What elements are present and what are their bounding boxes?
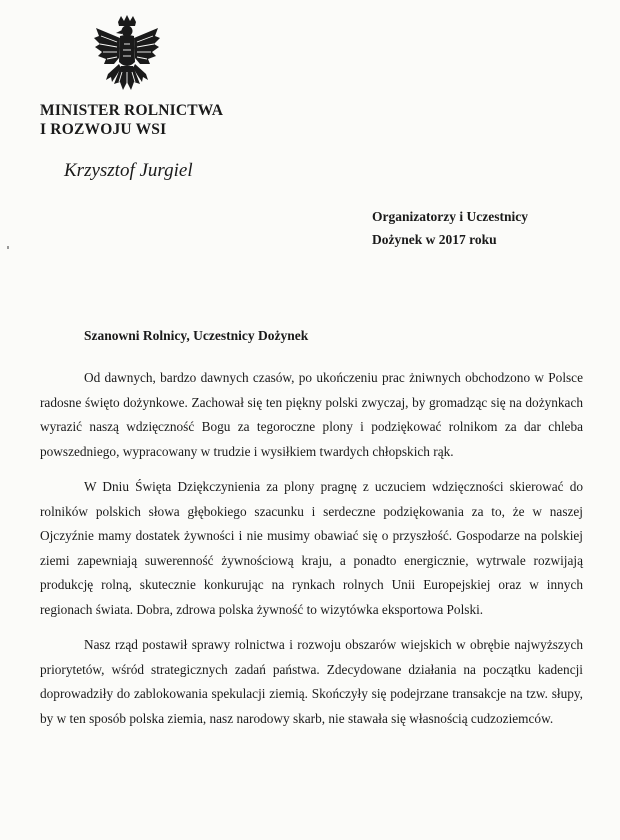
recipient-line-1: Organizatorzy i Uczestnicy: [372, 209, 528, 224]
paragraph-2: W Dniu Święta Dziękczynienia za plony pragnę z uczuciem wdzięczności skierować do rolników polskich słowa głębokiego szacunku i serdeczne podziękowania za to, że w naszej Ojczyźnie mamy dostatek żywności i nie musimy obawiać się o przyszłość. Gospodarze na polskiej ziemi zapewniają suwerenność żywnościową kraju, a ponadto energicznie, wytrwale rozwijają produkcję rolną, skutecznie konkurując na rynkach rolnych Unii Europejskiej oraz w innych regionach świata. Dobra, zdrowa polska żywność to wizytówka eksportowa Polski.: [40, 479, 583, 617]
recipient-line-2: Dożynek w 2017 roku: [372, 232, 497, 247]
minister-name: Krzysztof Jurgiel: [64, 160, 193, 181]
ministry-heading: [40, 101, 223, 139]
polish-eagle-emblem-icon: [92, 14, 162, 98]
paragraph-1: Od dawnych, bardzo dawnych czasów, po ukończeniu prac żniwnych obchodzono w Polsce radosne święto dożynkowe. Zachował się ten piękny polski zwyczaj, by gromadząc się na dożynkach wyrazić naszą wdzięczność Bogu za tegoroczne plony i podziękować rolnikom za dar chleba powszedniego, wypracowany w trudzie i wysiłkiem twardych chłopskich rąk.: [40, 370, 583, 459]
ministry-line-2: I ROZWOJU WSI: [40, 121, 167, 138]
recipient-block: [372, 205, 528, 251]
salutation: Szanowni Rolnicy, Uczestnicy Dożynek: [84, 328, 309, 343]
ministry-line-1: MINISTER ROLNICTWA: [40, 102, 224, 119]
letter-body: [40, 366, 583, 742]
paragraph-3: Nasz rząd postawił sprawy rolnictwa i rozwoju obszarów wiejskich w obrębie najwyższych priorytetów, wśród strategicznych zadań państwa. Zdecydowane działania na początku kadencji doprowadziły do zablokowania spekulacji ziemią. Skończyły się podejrzane transakcje na tzw. słupy, by w ten sposób polska ziemia, nasz narodowy skarb, nie stawała się własnością cudzoziemców.: [40, 637, 583, 726]
scan-speck: [7, 246, 9, 249]
